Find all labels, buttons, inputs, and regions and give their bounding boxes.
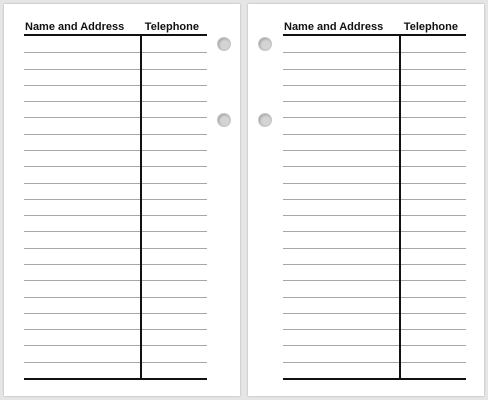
column-divider (399, 35, 401, 379)
entry-lines (283, 36, 466, 378)
entry-line (24, 362, 207, 363)
entry-line (283, 248, 466, 249)
telephone-column-header: Telephone (144, 21, 199, 33)
entry-line (24, 117, 207, 118)
address-table (283, 19, 466, 381)
entry-line (283, 69, 466, 70)
right-page (248, 4, 484, 396)
entry-line (24, 329, 207, 330)
entry-line (283, 85, 466, 86)
entry-line (24, 183, 207, 184)
entry-line (24, 52, 207, 53)
entry-line (283, 297, 466, 298)
entry-line (283, 199, 466, 200)
entry-line (283, 166, 466, 167)
entry-line (24, 69, 207, 70)
column-divider (140, 35, 142, 379)
entry-line (283, 101, 466, 102)
entry-line (24, 85, 207, 86)
entry-line (283, 362, 466, 363)
binder-hole (217, 113, 231, 127)
bottom-rule (283, 378, 466, 380)
entry-line (283, 150, 466, 151)
entry-line (24, 297, 207, 298)
telephone-column-header: Telephone (403, 21, 458, 33)
entry-line (283, 215, 466, 216)
table-header (24, 19, 207, 35)
entry-lines (24, 36, 207, 378)
bottom-rule (24, 378, 207, 380)
address-table (24, 19, 207, 381)
entry-line (24, 215, 207, 216)
name-address-column-header: Name and Address (284, 21, 384, 33)
binder-hole (258, 37, 272, 51)
entry-line (283, 231, 466, 232)
entry-line (283, 280, 466, 281)
entry-line (24, 199, 207, 200)
table-header (283, 19, 466, 35)
entry-line (24, 280, 207, 281)
entry-line (24, 264, 207, 265)
entry-line (24, 134, 207, 135)
entry-line (24, 313, 207, 314)
entry-line (24, 231, 207, 232)
entry-line (283, 313, 466, 314)
binder-hole (217, 37, 231, 51)
entry-line (283, 117, 466, 118)
entry-line (24, 345, 207, 346)
entry-line (24, 150, 207, 151)
entry-line (283, 264, 466, 265)
entry-line (24, 248, 207, 249)
binder-hole (258, 113, 272, 127)
entry-line (283, 134, 466, 135)
entry-line (283, 183, 466, 184)
left-page (4, 4, 240, 396)
entry-line (24, 166, 207, 167)
name-address-column-header: Name and Address (25, 21, 125, 33)
entry-line (283, 52, 466, 53)
entry-line (24, 101, 207, 102)
entry-line (283, 329, 466, 330)
entry-line (283, 345, 466, 346)
